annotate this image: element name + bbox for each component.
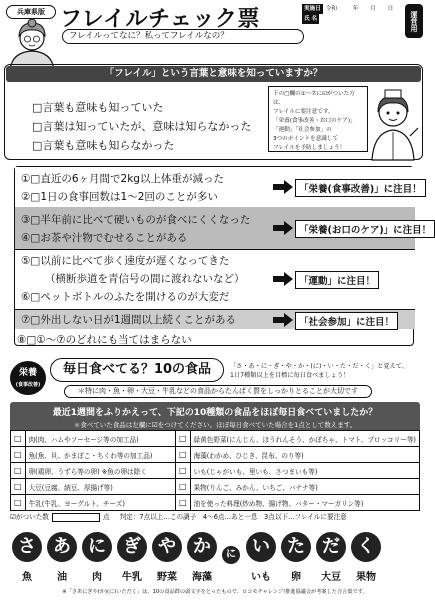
food-checkbox[interactable]: □ (176, 447, 191, 463)
food-cell: 海藻(わかめ、ひじき、昆布、のり等) (190, 447, 419, 463)
table-row (11, 447, 420, 463)
admin-tab: 運営用 (405, 4, 423, 38)
mnemonic-letter: さ (12, 532, 42, 562)
mnemonic-food: 卵 (291, 572, 301, 583)
check-item-1[interactable]: ①□直近の6ヶ月間で2kg以上体重が減った (21, 173, 224, 185)
mnemonic-letter: か (187, 532, 217, 562)
mnemonic-food: 牛乳 (122, 572, 142, 583)
mnemonic-food: 海藻 (192, 572, 212, 583)
score-input[interactable] (52, 513, 100, 522)
arrow-right-icon (273, 221, 293, 235)
arrow-right-icon (273, 313, 293, 327)
score-label: ☑がついた数 (10, 513, 49, 521)
year-label: 年 (352, 6, 359, 12)
nutrition-badge (10, 361, 46, 395)
food-cell: 果物(りんご、みかん、いちご、バナナ等) (190, 479, 419, 495)
mnemonic-connector: に (222, 546, 240, 564)
info-box (268, 86, 368, 152)
check-item-8[interactable]: ⑧□①〜⑦のどれにも当てはまらない (17, 334, 192, 346)
mnemonic-letter: く (351, 532, 381, 562)
page-title: フレイルチェック票 (60, 7, 260, 32)
table-subheading: ＊食べていた食品は左欄に☑をつけてください。ほぼ毎日食べていた場合を1点として数えます。 (73, 421, 357, 429)
food-message-line: 1日7種類以上を目標に毎日食べましょう！ (230, 372, 350, 379)
info-line: フレイルを予防しましょう！ (273, 145, 346, 151)
food-checkbox[interactable]: □ (11, 447, 26, 463)
info-line: 下の□欄の①〜⑦に☑がついた方は、 (273, 91, 355, 106)
table-row (11, 495, 420, 511)
food-cell: 大豆(豆腐、納豆、厚揚げ等) (25, 479, 175, 495)
food-checkbox[interactable]: □ (176, 495, 191, 511)
info-line: フレイルに要注意です。 (273, 109, 334, 115)
name-label: 氏 名 (304, 16, 318, 22)
frailty-checklist (14, 166, 432, 346)
mnemonic-food: 果物 (356, 572, 376, 583)
food-checkbox[interactable]: □ (11, 463, 26, 479)
awareness-option-2[interactable]: □言葉は知っていたが、意味は知らなかった (32, 120, 252, 133)
check-item-2[interactable]: ②□1日の食事回数は1〜2回のことが多い (21, 191, 218, 203)
table-row (11, 431, 420, 447)
mnemonic-food: いも (251, 572, 271, 583)
mnemonic-food: 油 (57, 572, 67, 583)
month-label: 月 (370, 6, 376, 12)
food-cell: 魚(魚、貝、かまぼこ・ちくわ等の加工品) (25, 447, 175, 463)
food-checkbox[interactable]: □ (176, 463, 191, 479)
day-label: 日 (387, 6, 394, 12)
arrow-right-icon (273, 180, 293, 194)
score-row (10, 511, 420, 522)
info-line: 3つのポイントを意識して (273, 136, 339, 142)
mnemonic-food: 魚 (22, 572, 32, 583)
footnote: ※「さあにぎや(か)(に)いただく」は、10の食品群の頭文字をとったもので、ロコモチャレンジ!推進協議会が考案した合言葉です。 (62, 589, 368, 595)
food-cell: 肉(肉、ハムやソーセージ等の加工品) (25, 431, 175, 447)
mnemonic-food: 野菜 (157, 572, 177, 583)
mnemonic-letter: た (281, 532, 311, 562)
food-cell: いも(じゃがいも、里いも、さつまいも等) (190, 463, 419, 479)
food-table-heading (10, 402, 420, 430)
score-unit: 点 (102, 513, 110, 521)
food-checkbox[interactable]: □ (11, 479, 26, 495)
subtitle: フレイルってなに？私ってフレイルなの？ (62, 29, 304, 44)
food-cell: 卵(鶏卵、うずら等の卵) ※魚の卵は除く (25, 463, 175, 479)
mnemonic-letter: に (82, 532, 112, 562)
result-social: 「社会参加」に注目！ (295, 312, 398, 330)
result-exercise: 「運動」に注目！ (295, 271, 379, 289)
date-label: 実施日 (304, 6, 321, 12)
mnemonic-letter: だ (316, 532, 346, 562)
check-item-5[interactable]: ⑤□以前に比べて歩く速度が遅くなってきた (21, 255, 230, 267)
food-table (10, 430, 420, 511)
info-line: 「運動」「社会参加」の (273, 127, 332, 133)
score-judgement: 判定：7点以上…この調子 4〜6点…あと一息 3点以下…フレイルに要注意 (119, 513, 347, 521)
food-cell: 牛乳(牛乳、ヨーグルト、チーズ) (25, 495, 175, 511)
check-item-4[interactable]: ④□お茶や汁物でむせることがある (21, 232, 188, 244)
food-checkbox[interactable]: □ (176, 431, 191, 447)
check-item-3[interactable]: ③□半年前に比べて硬いものが食べにくくなった (21, 214, 251, 226)
mnemonic-letter: ぎ (117, 532, 147, 562)
protein-note: ＊特に肉・魚・卵・大豆・牛乳などの食品からたんぱく質をしっかりとることが大切です (64, 385, 372, 398)
awareness-option-1[interactable]: □言葉も意味も知っていた (32, 101, 164, 114)
result-nutrition: 「栄養(食事改善)」に注目！ (295, 179, 426, 197)
food-checkbox[interactable]: □ (176, 479, 191, 495)
date-name-box (302, 4, 402, 24)
food-checkbox[interactable]: □ (11, 495, 26, 511)
nutrition-badge-sub: (食事改善) (15, 382, 41, 388)
mnemonic-letter: い (246, 532, 276, 562)
awareness-heading: 「フレイル」という言葉と意味を知っていますか？ (6, 66, 421, 82)
food-cell: 油を使った料理(炒め物、揚げ物、バター・マーガリン等) (190, 495, 419, 511)
table-row (11, 479, 420, 495)
mnemonic-food: 大豆 (321, 572, 341, 583)
check-item-5-note: （横断歩道を青信号の間に渡れないなど） (45, 273, 245, 285)
food-message-line: 「さ・あ・に・ぎ・や・か・(に)・い・た・だ・く」と覚えて、 (230, 363, 408, 370)
elderly-woman-illustration (4, 18, 60, 70)
table-row (11, 463, 420, 479)
food-title: 毎日食べてる？10の食品 (50, 358, 224, 382)
food-cell: 緑黄色野菜(にんじん、ほうれんそう、かぼちゃ、トマト、ブロッコリー等) (190, 431, 419, 447)
arrow-right-icon (273, 272, 293, 286)
mnemonic-letter: あ (47, 532, 77, 562)
mnemonic-food: 肉 (92, 572, 102, 583)
nurse-illustration (366, 82, 420, 160)
mnemonic-letter: や (152, 532, 182, 562)
check-item-7[interactable]: ⑦□外出しない日が1週間以上続くことがある (21, 314, 237, 326)
info-line: 「栄養(食事改善・お口のケア)」 (273, 118, 356, 124)
version-badge: 兵庫県版 (6, 5, 56, 19)
food-message (230, 362, 420, 380)
food-checkbox[interactable]: □ (11, 431, 26, 447)
result-oral-care: 「栄養(お口のケア)」に注目！ (295, 220, 435, 238)
check-item-6[interactable]: ⑥□ペットボトルのふたを開けるのが大変だ (21, 291, 230, 303)
table-heading: 最近1週間をふりかえって、下記の10種類の食品をほぼ毎日食べていましたか？ (52, 408, 378, 418)
awareness-option-3[interactable]: □言葉も意味も知らなかった (32, 139, 175, 152)
nutrition-badge-label: 栄養 (18, 368, 37, 378)
era: 令和 (325, 6, 337, 12)
